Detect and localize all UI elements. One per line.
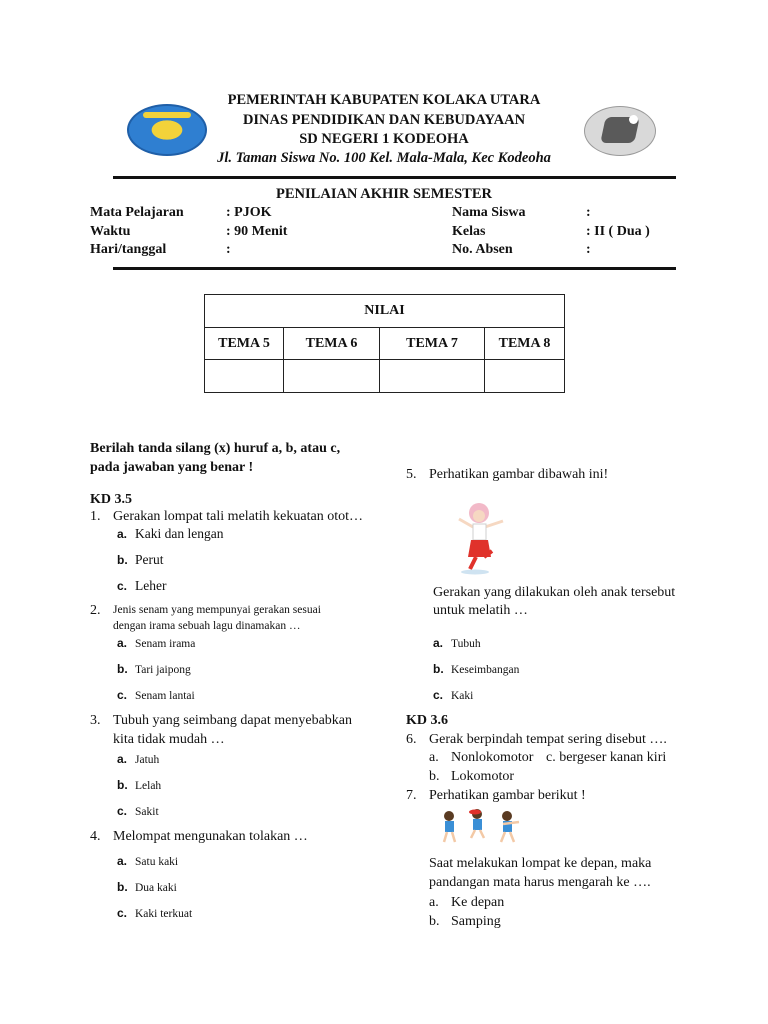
q5-text: Perhatikan gambar dibawah ini! [429, 467, 609, 482]
q7-text-line-2: pandangan mata harus mengarah ke …. [429, 875, 651, 890]
q6-option-a-letter: a. [429, 750, 439, 765]
tema-5-score[interactable] [205, 360, 284, 393]
q7-number: 7. [406, 788, 417, 803]
option-text: Sakit [135, 806, 159, 818]
kids-jumping-illustration [437, 808, 523, 848]
option-text: Keseimbangan [451, 664, 520, 676]
mapel-label: Mata Pelajaran [90, 205, 184, 220]
q1-number: 1. [90, 509, 101, 524]
kd-3-5-heading: KD 3.5 [90, 492, 132, 507]
q6-option-c[interactable]: c. bergeser kanan kiri [546, 750, 667, 765]
header-line-2: DINAS PENDIDIKAN DAN KEBUDAYAAN [242, 112, 526, 128]
option-text: Dua kaki [135, 882, 177, 894]
q3-text-line-1: Tubuh yang seimbang dapat menyebabkan [113, 713, 352, 728]
q3-text-line-2: kita tidak mudah … [113, 732, 225, 747]
option-text: Kaki terkuat [135, 908, 193, 920]
option-letter: b. [117, 662, 128, 676]
q7-option-b-letter: b. [429, 914, 440, 929]
q5-number: 5. [406, 467, 417, 482]
tema-6-header: TEMA 6 [284, 328, 380, 360]
q2-option-c[interactable] [117, 688, 195, 702]
q5-text-line-1: Gerakan yang dilakukan oleh anak tersebut [433, 585, 676, 600]
q6-number: 6. [406, 732, 417, 747]
q3-option-a[interactable] [117, 752, 159, 766]
option-letter: b. [433, 662, 444, 676]
waktu-value: : 90 Menit [226, 224, 288, 239]
option-text: Senam irama [135, 638, 196, 650]
q7-option-a[interactable]: Ke depan [451, 895, 505, 910]
q1-text: Gerakan lompat tali melatih kekuatan otot… [113, 509, 363, 524]
option-letter: c. [117, 906, 128, 920]
tema-5-header: TEMA 5 [205, 328, 284, 360]
tema-6-score[interactable] [284, 360, 380, 393]
instruction-line-1: Berilah tanda silang (x) huruf a, b, atau c, [90, 441, 341, 456]
option-letter: c. [117, 804, 128, 818]
option-text: Kaki [451, 690, 474, 702]
option-text: Senam lantai [135, 690, 195, 702]
q7-text-line-1: Saat melakukan lompat ke depan, maka [429, 856, 652, 871]
absen-value: : [586, 242, 591, 257]
q3-number: 3. [90, 713, 101, 728]
mapel-value: : PJOK [226, 205, 272, 220]
option-text: Leher [135, 578, 167, 593]
q2-number: 2. [90, 603, 101, 618]
option-letter: c. [433, 688, 444, 702]
q7-option-b[interactable]: Samping [451, 914, 501, 929]
nilai-title: NILAI [205, 295, 565, 328]
q4-number: 4. [90, 829, 101, 844]
option-text: Tubuh [451, 638, 481, 650]
q6-option-b-letter: b. [429, 769, 440, 784]
page-title: PENILAIAN AKHIR SEMESTER [276, 186, 492, 202]
q2-option-a[interactable] [117, 636, 195, 650]
q6-text: Gerak berpindah tempat sering disebut …. [429, 732, 667, 747]
option-letter: b. [117, 778, 128, 792]
option-letter: b. [117, 553, 128, 567]
nilai-table [204, 294, 565, 393]
option-text: Lelah [135, 780, 162, 792]
q4-option-c[interactable] [117, 906, 192, 920]
option-letter: a. [117, 636, 128, 650]
kd-3-6-heading: KD 3.6 [406, 713, 448, 728]
q1-option-b[interactable] [117, 552, 164, 568]
kelas-value: : II ( Dua ) [586, 224, 650, 239]
instruction-line-2: pada jawaban yang benar ! [90, 460, 254, 475]
option-letter: c. [117, 579, 128, 593]
option-text: Tari jaipong [135, 664, 191, 676]
q4-option-b[interactable] [117, 880, 177, 894]
q3-option-b[interactable] [117, 778, 161, 792]
header-line-3: SD NEGERI 1 KODEOHA [299, 131, 469, 147]
q2-text-line-1: Jenis senam yang mempunyai gerakan sesuai [113, 604, 321, 616]
q5-text-line-2: untuk melatih … [433, 603, 528, 618]
absen-label: No. Absen [452, 242, 513, 257]
q6-option-b[interactable]: Lokomotor [451, 769, 514, 784]
header-rule [113, 176, 676, 179]
waktu-label: Waktu [90, 224, 131, 239]
hari-label: Hari/tanggal [90, 242, 167, 257]
q5-option-b[interactable] [433, 662, 519, 676]
kelas-label: Kelas [452, 224, 486, 239]
q7-option-a-letter: a. [429, 895, 439, 910]
q1-option-a[interactable] [117, 526, 223, 542]
option-letter: c. [117, 688, 128, 702]
tema-7-header: TEMA 7 [380, 328, 485, 360]
q4-text: Melompat mengunakan tolakan … [113, 829, 308, 844]
girl-balancing-illustration [445, 497, 511, 575]
q4-option-a[interactable] [117, 854, 178, 868]
option-letter: a. [117, 752, 128, 766]
option-letter: b. [117, 880, 128, 894]
option-text: Satu kaki [135, 856, 179, 868]
q1-option-c[interactable] [117, 578, 166, 594]
option-text: Jatuh [135, 754, 160, 766]
tema-8-header: TEMA 8 [485, 328, 565, 360]
tema-8-score[interactable] [485, 360, 565, 393]
tema-7-score[interactable] [380, 360, 485, 393]
q7-text: Perhatikan gambar berikut ! [429, 788, 586, 803]
option-text: Perut [135, 552, 164, 567]
nama-value: : [586, 205, 591, 220]
header-line-1: PEMERINTAH KABUPATEN KOLAKA UTARA [227, 92, 541, 108]
header-address: Jl. Taman Siswa No. 100 Kel. Mala-Mala, Kec Kodeoha [217, 150, 551, 166]
option-letter: a. [433, 636, 444, 650]
info-rule [113, 267, 676, 270]
q6-option-a[interactable]: Nonlokomotor [451, 750, 534, 765]
hari-value: : [226, 242, 231, 257]
option-letter: a. [117, 854, 128, 868]
option-text: Kaki dan lengan [135, 526, 224, 541]
option-letter: a. [117, 527, 128, 541]
q3-option-c[interactable] [117, 804, 159, 818]
q2-option-b[interactable] [117, 662, 191, 676]
nama-label: Nama Siswa [452, 205, 526, 220]
q5-option-a[interactable] [433, 636, 481, 650]
q5-option-c[interactable] [433, 688, 473, 702]
q2-text-line-2: dengan irama sebuah lagu dinamakan … [113, 620, 301, 632]
